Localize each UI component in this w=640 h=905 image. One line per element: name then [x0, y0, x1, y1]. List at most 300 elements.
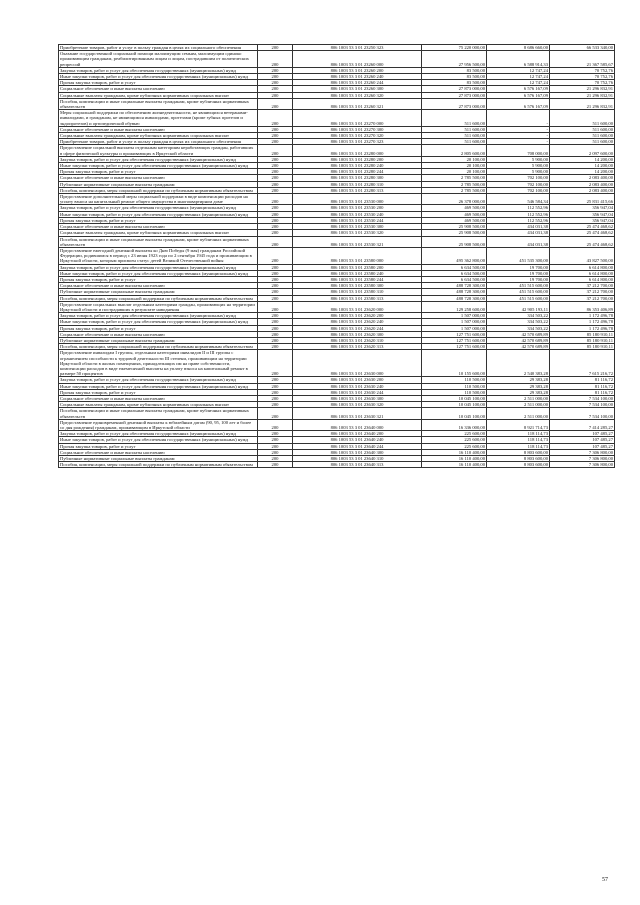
row-code-cell: 200: [258, 313, 293, 319]
row-approved-cell: 127 751 600,00: [422, 331, 487, 337]
row-executed-cell: -: [487, 133, 550, 139]
row-remaining-cell: 7 414 285,27: [550, 419, 615, 430]
row-code-cell: 200: [258, 325, 293, 331]
table-row: [59, 350, 615, 377]
row-name-cell: Публичные нормативные социальные выплаты гражданам: [59, 289, 258, 295]
row-name-cell: Предоставление единовременной денежной выплаты к юбилейным датам (90, 95, 100 лет и более со дня рождения) гражданам, проживающим в Иркутской области: [59, 419, 258, 430]
row-code-cell: 200: [258, 283, 293, 289]
row-code-cell: 200: [258, 133, 293, 139]
row-kbk-cell: 806 1003 53 3 01 23630 300: [293, 395, 422, 401]
table-row: [59, 431, 615, 437]
row-name-cell: Пособия, компенсации, меры социальной поддержки по публичным нормативным обязательствам: [59, 462, 258, 468]
row-approved-cell: 6 634 500,00: [422, 270, 487, 276]
row-executed-cell: -: [487, 110, 550, 127]
row-approved-cell: 511 600,00: [422, 133, 487, 139]
row-executed-cell: 118 114,73: [487, 431, 550, 437]
row-executed-cell: 434 031,38: [487, 236, 550, 247]
row-remaining-cell: 25 474 468,62: [550, 236, 615, 247]
row-executed-cell: 112 552,96: [487, 217, 550, 223]
row-approved-cell: 10 155 600,00: [422, 350, 487, 377]
row-code-cell: 200: [258, 67, 293, 73]
table-row: [59, 247, 615, 264]
row-approved-cell: 16 110 400,00: [422, 449, 487, 455]
row-code-cell: 200: [258, 337, 293, 343]
row-approved-cell: 26 378 000,00: [422, 194, 487, 205]
table-row: [59, 408, 615, 419]
table-row: [59, 337, 615, 343]
row-executed-cell: 42 570 689,89: [487, 337, 550, 343]
row-kbk-cell: 806 1003 53 3 01 23260 320: [293, 92, 422, 98]
row-remaining-cell: 37 212 700,00: [550, 289, 615, 295]
row-remaining-cell: 1 172 496,78: [550, 313, 615, 319]
row-approved-cell: 20 100,00: [422, 163, 487, 169]
row-approved-cell: 511 600,00: [422, 126, 487, 132]
row-kbk-cell: 806 1003 53 3 01 23580 310: [293, 289, 422, 295]
row-executed-cell: 5 900,00: [487, 163, 550, 169]
row-name-cell: Социальные выплаты гражданам, кроме публичных нормативных социальных выплат: [59, 92, 258, 98]
row-code-cell: 200: [258, 383, 293, 389]
row-kbk-cell: 806 1003 53 3 01 23530 300: [293, 224, 422, 230]
row-kbk-cell: 806 1003 53 3 01 23530 240: [293, 211, 422, 217]
row-executed-cell: 112 552,96: [487, 205, 550, 211]
row-name-cell: Предоставление социальных выплат отдельным категориям граждан, проживающих на территории Иркутской области и пострадавших в результате наводнения: [59, 301, 258, 312]
row-name-cell: Прочая закупка товаров, работ и услуг: [59, 80, 258, 86]
row-code-cell: 200: [258, 437, 293, 443]
table-row: [59, 181, 615, 187]
row-code-cell: 200: [258, 175, 293, 181]
row-name-cell: Закупка товаров, работ и услуг для обеспечения государственных (муниципальных) нужд: [59, 205, 258, 211]
row-executed-cell: 702 100,00: [487, 181, 550, 187]
table-row: [59, 187, 615, 193]
row-executed-cell: 434 031,38: [487, 224, 550, 230]
page-number: 57: [602, 877, 608, 883]
table-row: [59, 205, 615, 211]
row-kbk-cell: 806 1003 53 3 01 23530 200: [293, 205, 422, 211]
table-row: [59, 456, 615, 462]
row-remaining-cell: 1 172 496,78: [550, 319, 615, 325]
row-executed-cell: -: [487, 139, 550, 145]
row-kbk-cell: 806 1003 53 3 01 23620 300: [293, 331, 422, 337]
row-code-cell: 200: [258, 156, 293, 162]
row-remaining-cell: 7 615 216,72: [550, 350, 615, 377]
row-executed-cell: 2 540 383,28: [487, 350, 550, 377]
row-approved-cell: 10 045 100,00: [422, 395, 487, 401]
row-code-cell: 200: [258, 419, 293, 430]
row-code-cell: 200: [258, 301, 293, 312]
table-row: [59, 264, 615, 270]
table-row: [59, 194, 615, 205]
row-kbk-cell: 806 1003 53 3 01 23620 244: [293, 325, 422, 331]
row-approved-cell: 110 500,00: [422, 377, 487, 383]
table-row: [59, 145, 615, 156]
row-name-cell: Социальное обеспечение и иные выплаты населению: [59, 86, 258, 92]
row-kbk-cell: 806 1003 53 3 01 23280 200: [293, 156, 422, 162]
row-code-cell: 200: [258, 408, 293, 419]
row-remaining-cell: 2 097 600,00: [550, 145, 615, 156]
row-code-cell: 200: [258, 264, 293, 270]
table-row: [59, 110, 615, 127]
row-code-cell: 200: [258, 163, 293, 169]
row-kbk-cell: 806 1003 53 3 01 23620 313: [293, 344, 422, 350]
table-row: [59, 462, 615, 468]
row-code-cell: 200: [258, 86, 293, 92]
table-row: [59, 289, 615, 295]
row-remaining-cell: 43 827 500,00: [550, 247, 615, 264]
table-row: [59, 211, 615, 217]
table-row: [59, 156, 615, 162]
row-remaining-cell: 21 296 832,91: [550, 98, 615, 109]
row-kbk-cell: 806 1003 53 3 01 23250 323: [293, 45, 422, 51]
row-executed-cell: 546 584,34: [487, 194, 550, 205]
row-kbk-cell: 806 1003 53 3 01 23630 244: [293, 389, 422, 395]
row-name-cell: Закупка товаров, работ и услуг для обеспечения государственных (муниципальных) нужд: [59, 264, 258, 270]
row-code-cell: 200: [258, 211, 293, 217]
table-row: [59, 230, 615, 236]
table-row: [59, 344, 615, 350]
row-remaining-cell: 25 831 415,66: [550, 194, 615, 205]
row-code-cell: 200: [258, 217, 293, 223]
table-row: [59, 377, 615, 383]
row-remaining-cell: 66 533 340,00: [550, 45, 615, 51]
row-approved-cell: 511 600,00: [422, 139, 487, 145]
row-name-cell: Пособия, компенсации и иные социальные выплаты гражданам, кроме публичных нормативных обязательств: [59, 408, 258, 419]
table-row: [59, 283, 615, 289]
row-remaining-cell: 7 534 100,00: [550, 402, 615, 408]
row-remaining-cell: 81 116,72: [550, 389, 615, 395]
row-executed-cell: 708 000,00: [487, 145, 550, 156]
row-remaining-cell: 21 296 832,91: [550, 92, 615, 98]
row-executed-cell: 118 114,73: [487, 437, 550, 443]
row-remaining-cell: 107 485,27: [550, 443, 615, 449]
row-executed-cell: 451 535 300,00: [487, 247, 550, 264]
row-code-cell: 200: [258, 236, 293, 247]
row-remaining-cell: 6 614 800,00: [550, 276, 615, 282]
table-row: [59, 402, 615, 408]
row-executed-cell: 6 576 167,09: [487, 92, 550, 98]
row-name-cell: Прочая закупка товаров, работ и услуг: [59, 217, 258, 223]
row-approved-cell: 20 100,00: [422, 169, 487, 175]
row-approved-cell: 469 500,00: [422, 211, 487, 217]
row-executed-cell: 8 686 660,00: [487, 45, 550, 51]
row-remaining-cell: 85 180 910,11: [550, 344, 615, 350]
row-name-cell: Приобретение товаров, работ и услуг в пользу граждан в целях их социального обеспечения: [59, 45, 258, 51]
row-kbk-cell: 806 1003 53 3 01 23260 321: [293, 98, 422, 109]
row-remaining-cell: 14 200,00: [550, 169, 615, 175]
row-code-cell: 200: [258, 187, 293, 193]
row-name-cell: Закупка товаров, работ и услуг для обеспечения государственных (муниципальных) нужд: [59, 431, 258, 437]
report-sheet: [58, 44, 613, 468]
row-executed-cell: -: [487, 126, 550, 132]
row-kbk-cell: 806 1003 53 3 01 23280 300: [293, 175, 422, 181]
table-row: [59, 395, 615, 401]
row-executed-cell: 2 511 000,00: [487, 395, 550, 401]
row-approved-cell: 127 751 600,00: [422, 344, 487, 350]
row-remaining-cell: 511 600,00: [550, 139, 615, 145]
row-executed-cell: 19 700,00: [487, 270, 550, 276]
row-approved-cell: 2 785 500,00: [422, 181, 487, 187]
row-name-cell: Публичные нормативные социальные выплаты гражданам: [59, 456, 258, 462]
row-name-cell: Социальное обеспечение и иные выплаты населению: [59, 331, 258, 337]
row-kbk-cell: 806 1003 53 3 01 23530 321: [293, 236, 422, 247]
row-approved-cell: 75 220 000,00: [422, 45, 487, 51]
row-approved-cell: 16 336 000,00: [422, 419, 487, 430]
row-executed-cell: 5 900,00: [487, 169, 550, 175]
row-executed-cell: 8 803 600,00: [487, 462, 550, 468]
row-executed-cell: 19 700,00: [487, 264, 550, 270]
row-remaining-cell: 1 172 496,78: [550, 325, 615, 331]
row-kbk-cell: 806 1003 53 3 01 23260 300: [293, 86, 422, 92]
row-code-cell: 200: [258, 169, 293, 175]
row-kbk-cell: 806 1003 53 3 01 23620 310: [293, 337, 422, 343]
row-kbk-cell: 806 1003 53 3 01 23270 300: [293, 126, 422, 132]
row-name-cell: Прочая закупка товаров, работ и услуг: [59, 389, 258, 395]
row-code-cell: 200: [258, 80, 293, 86]
row-executed-cell: 12 747,24: [487, 74, 550, 80]
row-code-cell: 200: [258, 74, 293, 80]
row-code-cell: 200: [258, 395, 293, 401]
row-kbk-cell: 806 1003 53 3 01 23620 000: [293, 301, 422, 312]
budget-execution-table: [58, 44, 615, 468]
row-remaining-cell: 356 947,04: [550, 217, 615, 223]
row-remaining-cell: 6 614 800,00: [550, 264, 615, 270]
table-body: [59, 45, 615, 468]
row-code-cell: 200: [258, 289, 293, 295]
row-approved-cell: 469 500,00: [422, 205, 487, 211]
row-remaining-cell: 7 306 800,00: [550, 456, 615, 462]
row-remaining-cell: 2 083 400,00: [550, 175, 615, 181]
row-executed-cell: 451 515 600,00: [487, 283, 550, 289]
row-approved-cell: 2 805 600,00: [422, 145, 487, 156]
row-name-cell: Закупка товаров, работ и услуг для обеспечения государственных (муниципальных) нужд: [59, 313, 258, 319]
row-name-cell: Иные закупки товаров, работ и услуг для обеспечения государственных (муниципальных) нужд: [59, 319, 258, 325]
row-name-cell: Социальное обеспечение и иные выплаты населению: [59, 449, 258, 455]
row-approved-cell: 225 600,00: [422, 431, 487, 437]
row-code-cell: 200: [258, 431, 293, 437]
row-code-cell: 200: [258, 51, 293, 68]
row-code-cell: 200: [258, 98, 293, 109]
row-kbk-cell: 806 1003 53 3 01 23580 300: [293, 283, 422, 289]
row-remaining-cell: 21 296 832,91: [550, 86, 615, 92]
row-code-cell: 200: [258, 145, 293, 156]
row-kbk-cell: 806 1003 53 3 01 23280 313: [293, 187, 422, 193]
row-executed-cell: 702 100,00: [487, 187, 550, 193]
table-row: [59, 313, 615, 319]
row-executed-cell: 112 552,96: [487, 211, 550, 217]
table-row: [59, 301, 615, 312]
row-approved-cell: 6 634 500,00: [422, 264, 487, 270]
row-name-cell: Пособия, компенсации, меры социальной поддержки по публичным нормативным обязательствам: [59, 187, 258, 193]
table-row: [59, 175, 615, 181]
row-remaining-cell: 14 200,00: [550, 163, 615, 169]
row-executed-cell: 12 747,24: [487, 67, 550, 73]
row-executed-cell: 451 515 600,00: [487, 289, 550, 295]
row-approved-cell: 10 045 100,00: [422, 402, 487, 408]
row-approved-cell: 488 728 300,00: [422, 295, 487, 301]
row-name-cell: Прочая закупка товаров, работ и услуг: [59, 276, 258, 282]
row-approved-cell: 488 728 300,00: [422, 283, 487, 289]
row-kbk-cell: 806 1003 53 3 01 23270 323: [293, 139, 422, 145]
row-name-cell: Публичные нормативные социальные выплаты гражданам: [59, 181, 258, 187]
row-executed-cell: 702 100,00: [487, 175, 550, 181]
row-approved-cell: 10 045 100,00: [422, 408, 487, 419]
row-kbk-cell: 806 1003 53 3 01 23640 300: [293, 449, 422, 455]
row-approved-cell: 469 500,00: [422, 217, 487, 223]
row-name-cell: Пособия, компенсации, меры социальной поддержки по публичным нормативным обязательствам: [59, 295, 258, 301]
row-code-cell: 200: [258, 205, 293, 211]
row-approved-cell: 16 110 400,00: [422, 462, 487, 468]
row-name-cell: Меры социальной поддержки по обеспечению жизнедеятельности, не являющихся ветеранами-инвалидами, и гражданам, не являющимся инвалидами, протезами (кроме зубных протезов и эндопротезов) и ортопедической обувью: [59, 110, 258, 127]
row-remaining-cell: 7 534 100,00: [550, 395, 615, 401]
row-name-cell: Социальное обеспечение и иные выплаты населению: [59, 395, 258, 401]
row-approved-cell: 27 873 000,00: [422, 92, 487, 98]
row-approved-cell: 6 634 500,00: [422, 276, 487, 282]
row-approved-cell: 1 507 000,00: [422, 319, 487, 325]
row-kbk-cell: 806 1003 53 3 01 23280 310: [293, 181, 422, 187]
row-kbk-cell: 806 1003 53 3 01 23640 240: [293, 437, 422, 443]
row-approved-cell: 83 500,00: [422, 67, 487, 73]
row-kbk-cell: 806 1003 53 3 01 23280 244: [293, 169, 422, 175]
row-remaining-cell: 2 083 400,00: [550, 181, 615, 187]
row-code-cell: 200: [258, 276, 293, 282]
table-row: [59, 437, 615, 443]
table-row: [59, 92, 615, 98]
row-remaining-cell: 70 752,76: [550, 74, 615, 80]
row-code-cell: 200: [258, 126, 293, 132]
row-executed-cell: 29 383,28: [487, 383, 550, 389]
row-approved-cell: 83 500,00: [422, 80, 487, 86]
row-name-cell: Предоставление социальной выплаты отдельным категориям неработающих граждан, работавших в сфере физической культуры и проживающих в Иркутской области: [59, 145, 258, 156]
row-name-cell: Закупка товаров, работ и услуг для обеспечения государственных (муниципальных) нужд: [59, 67, 258, 73]
row-name-cell: Социальные выплаты гражданам, кроме публичных нормативных социальных выплат: [59, 133, 258, 139]
row-approved-cell: 495 362 800,00: [422, 247, 487, 264]
table-row: [59, 419, 615, 430]
row-kbk-cell: 806 1003 53 3 01 23630 000: [293, 350, 422, 377]
row-executed-cell: 451 515 600,00: [487, 295, 550, 301]
table-row: [59, 51, 615, 68]
row-name-cell: Закупка товаров, работ и услуг для обеспечения государственных (муниципальных) нужд: [59, 377, 258, 383]
row-name-cell: Социальные выплаты гражданам, кроме публичных нормативных социальных выплат: [59, 230, 258, 236]
row-approved-cell: 16 110 400,00: [422, 456, 487, 462]
table-row: [59, 98, 615, 109]
row-name-cell: Прочая закупка товаров, работ и услуг: [59, 169, 258, 175]
table-row: [59, 331, 615, 337]
row-executed-cell: 5 900,00: [487, 156, 550, 162]
row-kbk-cell: 806 1003 53 3 01 23630 320: [293, 402, 422, 408]
row-name-cell: Пособия, компенсации, меры социальной поддержки по публичным нормативным обязательствам: [59, 344, 258, 350]
row-executed-cell: 334 503,22: [487, 325, 550, 331]
row-kbk-cell: 806 1003 53 3 01 23580 313: [293, 295, 422, 301]
row-executed-cell: 12 747,24: [487, 80, 550, 86]
row-kbk-cell: 806 1003 53 3 01 23530 320: [293, 230, 422, 236]
row-code-cell: 200: [258, 402, 293, 408]
row-name-cell: Социальное обеспечение и иные выплаты населению: [59, 175, 258, 181]
row-remaining-cell: 70 752,76: [550, 67, 615, 73]
row-approved-cell: 25 908 500,00: [422, 224, 487, 230]
row-code-cell: 200: [258, 350, 293, 377]
row-remaining-cell: 6 614 800,00: [550, 270, 615, 276]
row-remaining-cell: 37 212 700,00: [550, 283, 615, 289]
row-remaining-cell: 81 116,72: [550, 377, 615, 383]
row-executed-cell: 8 803 600,00: [487, 449, 550, 455]
row-remaining-cell: 356 947,04: [550, 211, 615, 217]
row-executed-cell: 2 511 000,00: [487, 408, 550, 419]
row-kbk-cell: 806 1003 53 3 01 23260 240: [293, 74, 422, 80]
row-code-cell: 200: [258, 92, 293, 98]
row-remaining-cell: 25 474 468,62: [550, 230, 615, 236]
row-code-cell: 200: [258, 319, 293, 325]
row-name-cell: Иные закупки товаров, работ и услуг для обеспечения государственных (муниципальных) нужд: [59, 270, 258, 276]
row-kbk-cell: 806 1003 53 3 01 23270 320: [293, 133, 422, 139]
row-name-cell: Прочая закупка товаров, работ и услуг: [59, 443, 258, 449]
row-name-cell: Пособия, компенсации и иные социальные выплаты гражданам, кроме публичных нормативных обязательств: [59, 236, 258, 247]
row-kbk-cell: 806 1003 53 3 01 23580 244: [293, 276, 422, 282]
row-approved-cell: 225 600,00: [422, 443, 487, 449]
row-approved-cell: 25 908 500,00: [422, 236, 487, 247]
row-remaining-cell: 37 212 700,00: [550, 295, 615, 301]
row-approved-cell: 110 500,00: [422, 389, 487, 395]
row-name-cell: Социальное обеспечение и иные выплаты населению: [59, 224, 258, 230]
table-row: [59, 74, 615, 80]
row-remaining-cell: 85 180 910,11: [550, 331, 615, 337]
row-approved-cell: 127 751 600,00: [422, 337, 487, 343]
row-kbk-cell: 806 1003 53 3 01 23640 244: [293, 443, 422, 449]
row-approved-cell: 25 908 500,00: [422, 230, 487, 236]
row-name-cell: Иные закупки товаров, работ и услуг для обеспечения государственных (муниципальных) нужд: [59, 74, 258, 80]
row-approved-cell: 2 785 500,00: [422, 175, 487, 181]
row-name-cell: Социальное обеспечение и иные выплаты населению: [59, 283, 258, 289]
row-executed-cell: 29 383,28: [487, 377, 550, 383]
row-kbk-cell: 806 1003 53 3 01 23270 000: [293, 110, 422, 127]
row-code-cell: 200: [258, 449, 293, 455]
row-code-cell: 200: [258, 139, 293, 145]
row-kbk-cell: 806 1003 53 3 01 23630 240: [293, 383, 422, 389]
row-approved-cell: 511 600,00: [422, 110, 487, 127]
row-code-cell: 200: [258, 110, 293, 127]
row-remaining-cell: 511 600,00: [550, 110, 615, 127]
row-name-cell: Приобретение товаров, работ и услуг в пользу граждан в целях их социального обеспечения: [59, 139, 258, 145]
table-row: [59, 319, 615, 325]
row-approved-cell: 225 600,00: [422, 437, 487, 443]
row-executed-cell: 6 588 914,33: [487, 51, 550, 68]
row-name-cell: Социальные выплаты гражданам, кроме публичных нормативных социальных выплат: [59, 402, 258, 408]
row-name-cell: Закупка товаров, работ и услуг для обеспечения государственных (муниципальных) нужд: [59, 156, 258, 162]
row-code-cell: 200: [258, 377, 293, 383]
row-kbk-cell: 806 1003 53 3 01 23630 321: [293, 408, 422, 419]
row-name-cell: Пособия, компенсации и иные социальные выплаты гражданам, кроме публичных нормативных обязательств: [59, 98, 258, 109]
table-row: [59, 67, 615, 73]
row-remaining-cell: 85 180 910,11: [550, 337, 615, 343]
row-name-cell: Публичные нормативные социальные выплаты гражданам: [59, 337, 258, 343]
table-row: [59, 383, 615, 389]
row-remaining-cell: 107 485,27: [550, 437, 615, 443]
row-kbk-cell: 806 1003 53 3 01 23260 200: [293, 67, 422, 73]
table-row: [59, 236, 615, 247]
row-kbk-cell: 806 1003 53 3 01 23530 000: [293, 194, 422, 205]
row-executed-cell: 334 503,22: [487, 319, 550, 325]
row-code-cell: 200: [258, 462, 293, 468]
row-approved-cell: 27 956 500,00: [422, 51, 487, 68]
row-kbk-cell: 806 1003 53 3 01 23280 000: [293, 145, 422, 156]
row-name-cell: Социальное обеспечение и иные выплаты населению: [59, 126, 258, 132]
row-kbk-cell: 806 1003 53 3 01 23640 000: [293, 419, 422, 430]
row-executed-cell: 29 383,28: [487, 389, 550, 395]
row-code-cell: 200: [258, 230, 293, 236]
row-code-cell: 200: [258, 331, 293, 337]
row-executed-cell: 334 503,22: [487, 313, 550, 319]
row-executed-cell: 42 570 689,89: [487, 344, 550, 350]
row-remaining-cell: 7 306 800,00: [550, 462, 615, 468]
row-approved-cell: 27 873 000,00: [422, 98, 487, 109]
